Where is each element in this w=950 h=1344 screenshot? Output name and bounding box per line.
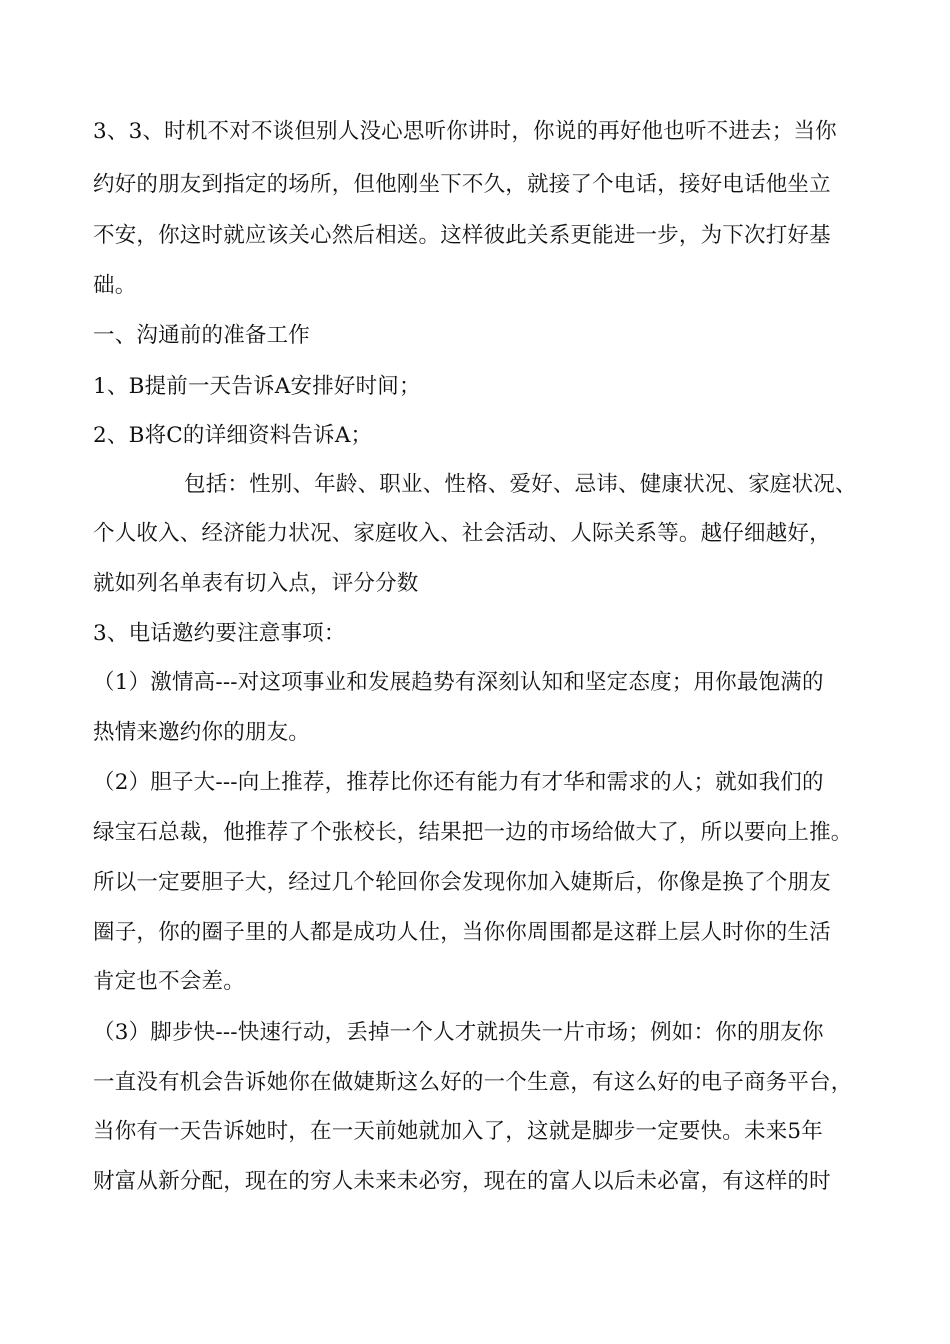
- paragraph-line-1: 3、3、时机不对不谈但别人没心思听你讲时，你说的再好他也听不进去；当你: [93, 119, 837, 144]
- list-item-1: 1、B提前一天告诉A安排好时间；: [93, 374, 421, 399]
- paragraph-line-15: 绿宝石总裁，他推荐了个张校长，结果把一边的市场给做大了，所以要向上推。: [93, 820, 853, 845]
- paragraph-line-4: 础。: [93, 273, 137, 298]
- paragraph-line-17: 圈子，你的圈子里的人都是成功人仕，当你你周围都是这群上层人时你的生活: [93, 920, 831, 945]
- paragraph-line-16: 所以一定要胆子大，经过几个轮回你会发现你加入婕斯后，你像是换了个朋友: [93, 870, 831, 895]
- paragraph-line-8: 包括：性别、年龄、职业、性格、爱好、忌讳、健康状况、家庭状况、: [184, 472, 857, 497]
- paragraph-line-13: 热情来邀约你的朋友。: [93, 720, 311, 745]
- paragraph-line-2: 约好的朋友到指定的场所，但他刚坐下不久，就接了个电话，接好电话他坐立: [93, 172, 831, 197]
- paragraph-line-19: （3）脚步快---快速行动，丢掉一个人才就损失一片市场；例如：你的朋友你: [93, 1020, 824, 1045]
- paragraph-line-10: 就如列名单表有切入点，评分分数: [93, 571, 419, 596]
- paragraph-line-18: 肯定也不会差。: [93, 969, 245, 994]
- paragraph-line-14: （2）胆子大---向上推荐，推荐比你还有能力有才华和需求的人；就如我们的: [93, 770, 824, 795]
- paragraph-line-12: （1）激情高---对这项事业和发展趋势有深刻认知和坚定态度；用你最饱满的: [93, 670, 824, 695]
- paragraph-line-3: 不安，你这时就应该关心然后相送。这样彼此关系更能进一步，为下次打好基: [93, 223, 831, 248]
- paragraph-line-9: 个人收入、经济能力状况、家庭收入、社会活动、人际关系等。越仔细越好，: [93, 521, 831, 546]
- paragraph-line-20: 一直没有机会告诉她你在做婕斯这么好的一个生意，有这么好的电子商务平台，: [93, 1070, 853, 1095]
- paragraph-line-21: 当你有一天告诉她时，在一天前她就加入了，这就是脚步一定要快。未来5年: [93, 1119, 823, 1144]
- section-heading: 一、沟通前的准备工作: [93, 323, 311, 348]
- paragraph-line-22: 财富从新分配，现在的穷人未来未必穷，现在的富人以后未必富，有这样的时: [93, 1169, 831, 1194]
- list-item-3: 3、电话邀约要注意事项：: [93, 621, 346, 646]
- list-item-2: 2、B将C的详细资料告诉A；: [93, 423, 373, 448]
